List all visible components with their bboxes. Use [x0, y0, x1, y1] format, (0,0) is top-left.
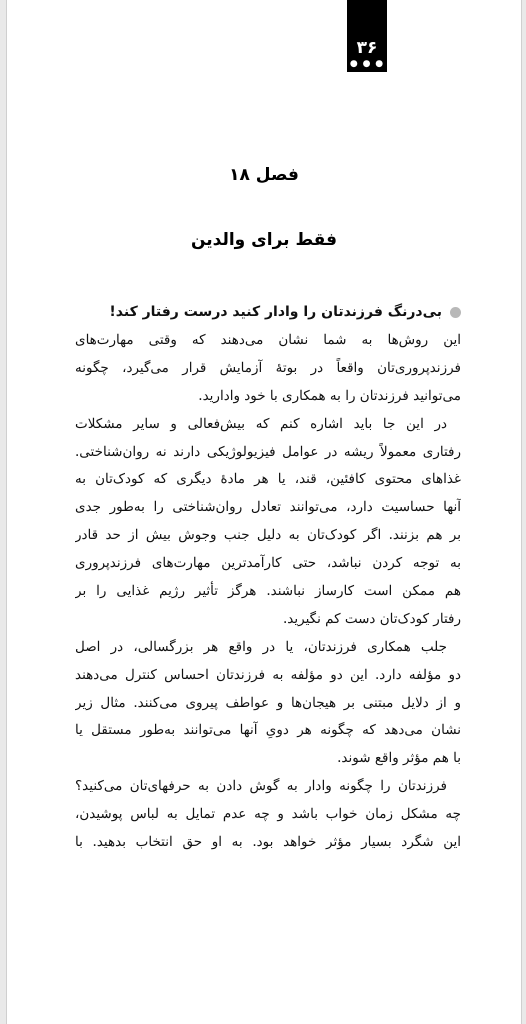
- text-line: جلب همکاری فرزندتان، یا در واقع هر بزرگسالی، در اصل: [75, 638, 447, 655]
- page-number: ۳۶: [356, 38, 378, 58]
- subheading-text: بی‌درنگ فرزندتان را وادار کنید درست رفتار کند!: [109, 304, 442, 320]
- text-line: رفتاری معمولاً ریشه در عوامل فیزیولوژیکی دارند نه روان‌شناختی.: [75, 443, 461, 460]
- bullet-icon: [450, 307, 461, 318]
- dots-decoration: ● ● ●: [349, 59, 385, 69]
- text-line: رفتار کودک‌تان دست کم نگیرید.: [283, 610, 461, 627]
- page-number-tab: [347, 0, 387, 72]
- text-line: به توجه کردن نباشد، حتی کارآمدترین مهارت‌های فرزندپروری: [75, 555, 461, 572]
- paragraph: [75, 773, 461, 857]
- text-line: هم ممکن است کارساز نباشند. هرگز تأثیر رژیم غذایی را بر: [75, 583, 461, 600]
- text-line: در این جا باید اشاره کنم که بیش‌فعالی و سایر مشکلات: [75, 415, 447, 432]
- text-line: فرزندپروری‌تان واقعاً در بوتهٔ آزمایش قرار می‌گیرد، چگونه: [75, 359, 461, 376]
- text-line: غذاهای محتوی کافئین، قند، یا هر مادهٔ دیگری که کودک‌تان به: [75, 471, 461, 488]
- text-line: و از دلایل مبتنی بر هیجان‌ها و عواطف پیروی می‌کنند. مثال زیر: [75, 694, 461, 711]
- text-line: چه مشکل زمان خواب باشد و چه عدم تمایل به لباس پوشیدن،: [75, 806, 461, 823]
- paragraph: [75, 327, 461, 411]
- text-line: این روش‌ها به شما نشان می‌دهند که وقتی مهارت‌های: [75, 332, 461, 348]
- text-line: با هم مؤثر واقع شوند.: [337, 750, 461, 767]
- text-line: بر هم بزنند. اگر کودک‌تان به دلیل جنب وجوش بیش از حد قادر: [75, 527, 461, 544]
- text-line: آنها حساسیت دارد، می‌توانند تعادل روان‌شناختی را به‌طور جدی: [75, 499, 461, 516]
- text-line: می‌توانید فرزندتان را به همکاری با خود وادارید.: [198, 387, 461, 404]
- paragraph: [75, 411, 461, 634]
- text-line: نشان می‌دهد که چگونه هر دویِ آنها می‌توانند به‌طور مستقل یا: [75, 722, 461, 739]
- section-title: فقط برای والدین: [190, 230, 338, 250]
- body-content: [75, 297, 461, 857]
- paragraph: [75, 634, 461, 773]
- text-line: فرزندتان را چگونه وادار به گوش دادن به حرفهای‌تان می‌کنید؟: [75, 778, 447, 795]
- book-page: [6, 0, 522, 1024]
- text-line: دو مؤلفه دارد. این دو مؤلفه به فرزندتان احساس کنترل می‌دهند: [75, 666, 461, 683]
- chapter-title: فصل ۱۸: [229, 165, 299, 185]
- text-line: این شگرد بسیار مؤثر خواهد بود. به او حق انتخاب بدهید. با: [75, 834, 461, 851]
- subheading: [75, 297, 461, 327]
